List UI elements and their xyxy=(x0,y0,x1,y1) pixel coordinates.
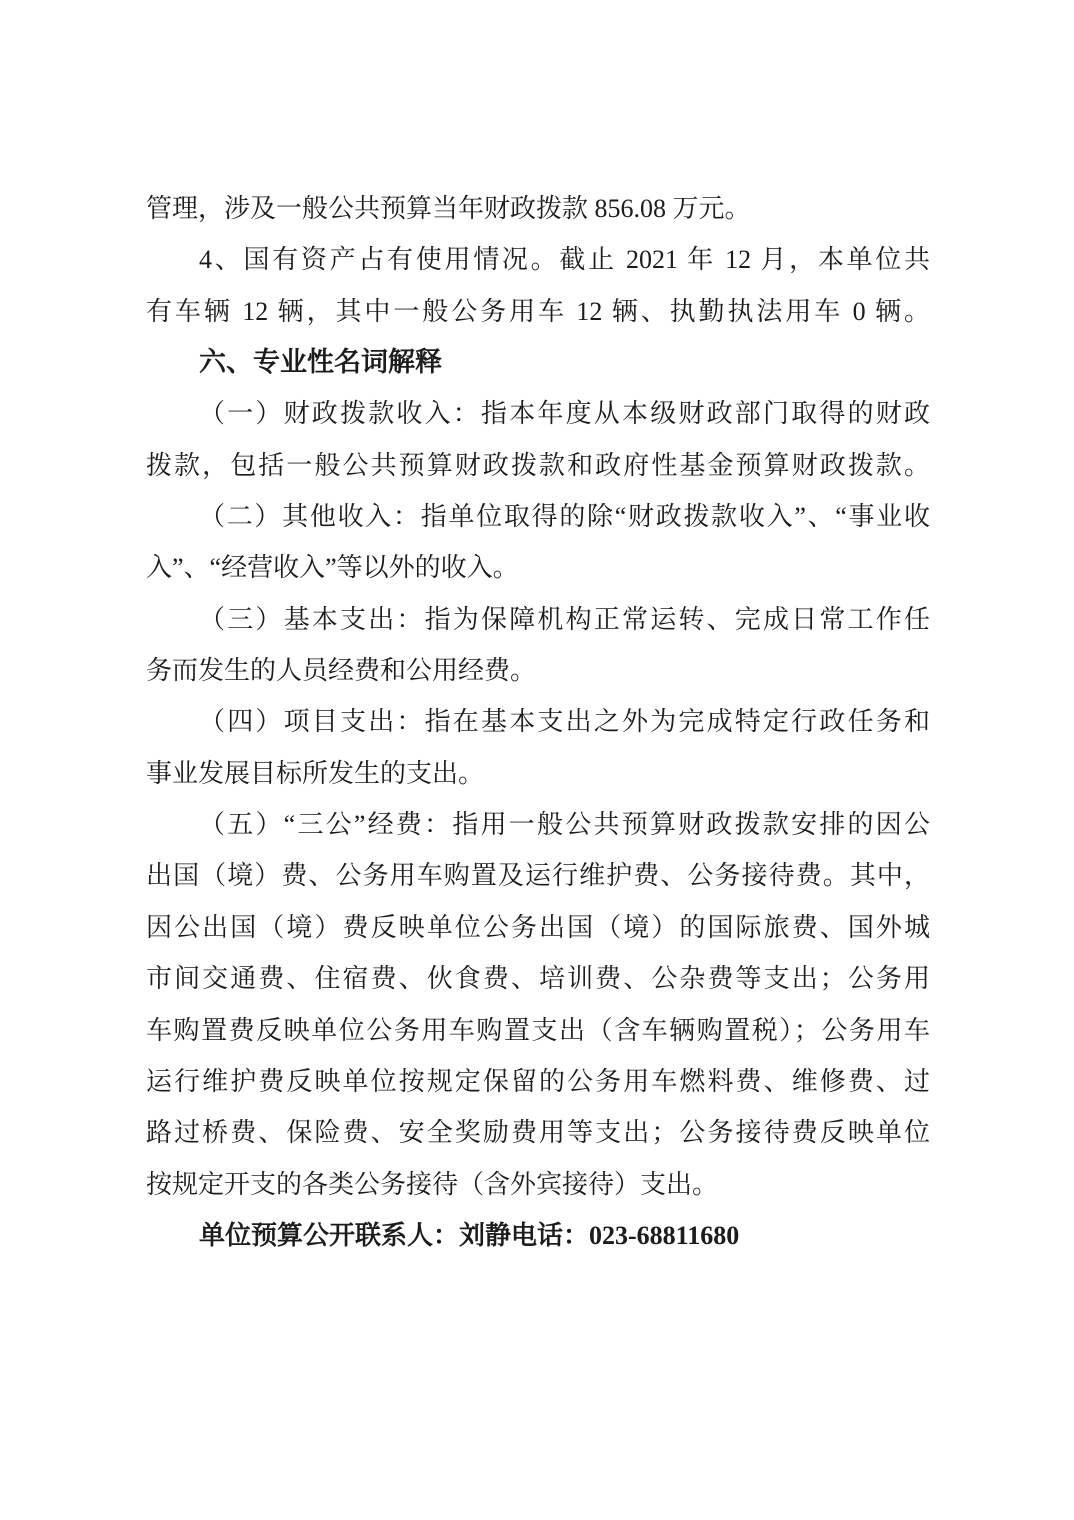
text-line: 4、国有资产占有使用情况。截止 2021 年 12 月，本单位共 xyxy=(199,245,930,275)
text-line: 运行维护费反映单位按规定保留的公务用车燃料费、维修费、过 xyxy=(146,1066,930,1096)
paragraph-continuation-line: 管理，涉及一般公共预算当年财政拨款 856.08 万元。 xyxy=(146,194,751,223)
text-line: 市间交通费、住宿费、伙食费、培训费、公杂费等支出；公务用 xyxy=(146,964,930,994)
text-line: 出国（境）费、公务用车购置及运行维护费、公务接待费。其中， xyxy=(146,861,930,891)
text-line: 务而发生的人员经费和公用经费。 xyxy=(146,656,537,686)
text-line: （二）其他收入：指单位取得的除“财政拨款收入”、“事业收 xyxy=(199,502,930,532)
text-line: 因公出国（境）费反映单位公务出国（境）的国际旅费、国外城 xyxy=(146,912,930,942)
document-text-block xyxy=(146,183,930,1261)
section-heading-professional-terms: 六、专业性名词解释 xyxy=(199,347,442,378)
text-line: 拨款，包括一般公共预算财政拨款和政府性基金预算财政拨款。 xyxy=(146,450,930,480)
text-line: 车购置费反映单位公务用车购置支出（含车辆购置税）；公务用车 xyxy=(146,1015,930,1045)
text-line: 有车辆 12 辆，其中一般公务用车 12 辆、执勤执法用车 0 辆。 xyxy=(146,296,930,326)
text-line: 入”、“经营收入”等以外的收入。 xyxy=(146,553,519,583)
text-line: 按规定开支的各类公务接待（含外宾接待）支出。 xyxy=(146,1169,719,1199)
text-line: （三）基本支出：指为保障机构正常运转、完成日常工作任 xyxy=(199,604,930,634)
text-line: （五）“三公”经费：指用一般公共预算财政拨款安排的因公 xyxy=(199,810,930,840)
contact-info-line: 单位预算公开联系人：刘静电话：023-68811680 xyxy=(199,1220,740,1250)
text-line: 路过桥费、保险费、安全奖励费用等支出；公务接待费反映单位 xyxy=(146,1118,930,1148)
text-line: 事业发展目标所发生的支出。 xyxy=(146,758,485,788)
text-line: （一）财政拨款收入：指本年度从本级财政部门取得的财政 xyxy=(199,399,930,429)
text-line: （四）项目支出：指在基本支出之外为完成特定行政任务和 xyxy=(199,707,930,737)
